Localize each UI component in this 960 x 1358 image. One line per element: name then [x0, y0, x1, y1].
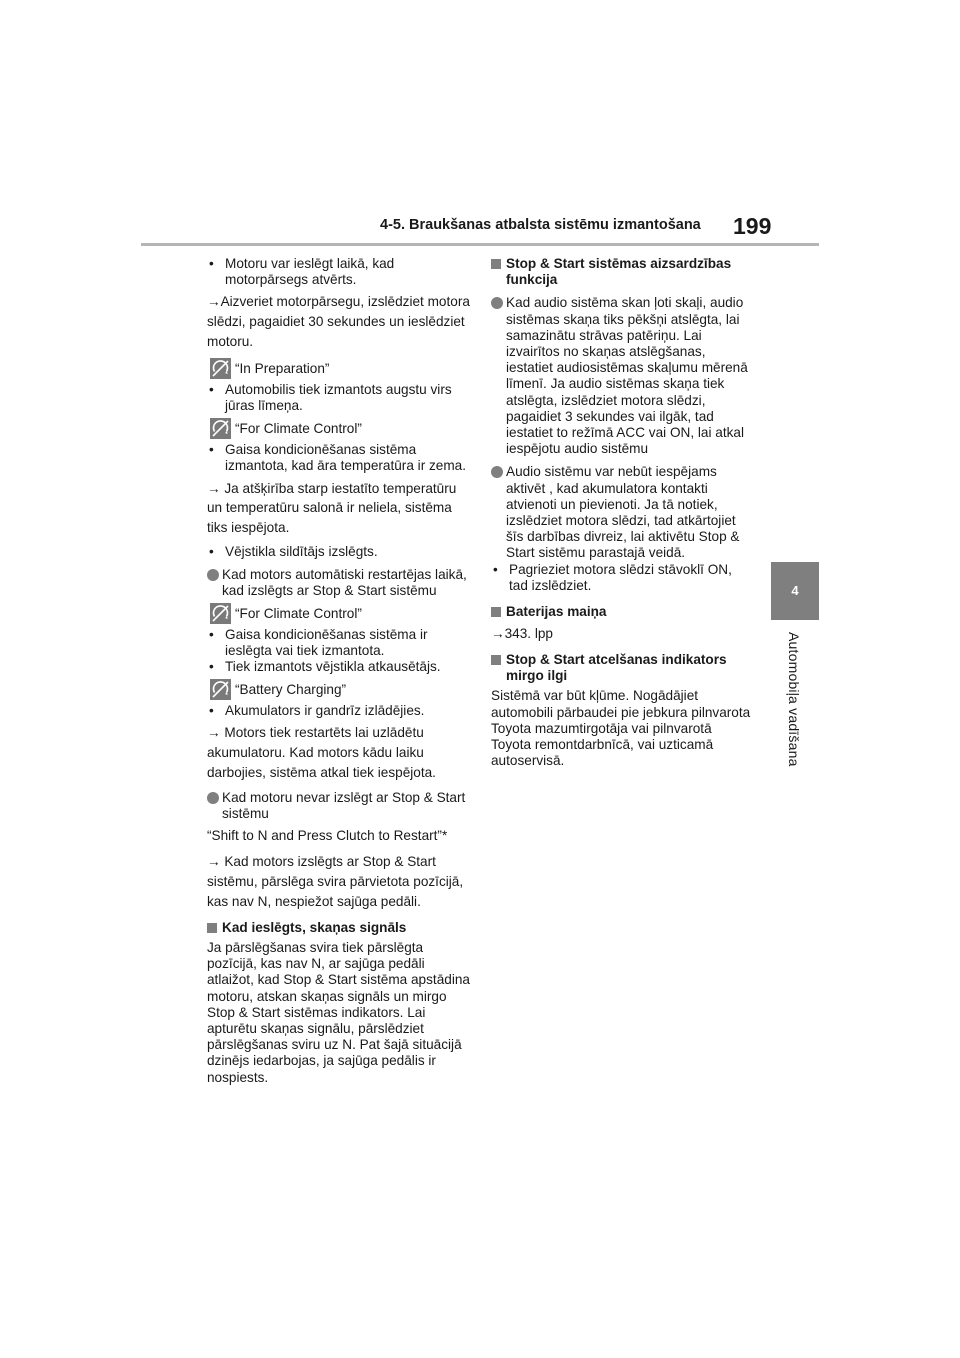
square-bullet-icon [491, 655, 501, 665]
instruction-text: → Ja atšķirība starp iestatīto temperatūru un temperatūru salonā ir neliela, sistēma tiks iespējota. [207, 480, 457, 536]
list-item: • Motoru var ieslēgt laikā, kad motorpārsegs atvērts. [209, 256, 395, 288]
circle-bullet-icon [491, 466, 503, 478]
circle-heading: Kad audio sistēma skan ļoti skaļi, audio sistēmas skaņa tiks pēkšņi atslēgta, lai samazinātu strāvas patēriņu. Lai izvairītos no skaņas atslēgšanas, iestatiet audiosistēmas skaļumu mērenā līmenī. Ja audio sistēmas skaņa tiek atslēgta, izslēdziet motora slēdzi, pagaidiet 3 sekundes vai ilgāk, tad iestatiet to režīmā ACC vai ON, lai atkal iespējotu audio sistēmu [491, 295, 753, 457]
list-item: • Tiek izmantots vējstikla atkausētājs. [209, 659, 441, 675]
indicator-row [207, 358, 471, 380]
stop-start-cancel-indicator-icon [210, 603, 231, 624]
square-bullet-icon [491, 607, 501, 617]
circle-heading: Audio sistēmu var nebūt iespējams aktivēt , kad akumulatora kontakti atvienoti un pievienoti. Ja tā notiek, izslēdziet motora slēdzi, tad atkārtojiet šīs darbības divreiz, lai aktivētu Stop & Start sistēmu parastajā veidā. [491, 464, 753, 561]
section-heading: Kad ieslēgts, skaņas signāls [207, 920, 471, 936]
header-divider [141, 243, 819, 246]
right-column [491, 256, 753, 769]
indicator-label: “For Climate Control” [235, 605, 362, 621]
list-item: • Gaisa kondicionēšanas sistēma izmantota, kad āra temperatūra ir zema. [209, 442, 467, 474]
circle-bullet-icon [491, 297, 503, 309]
indicator-label: “For Climate Control” [235, 421, 362, 437]
circle-bullet-icon [207, 792, 219, 804]
circle-heading: Kad motors automātiski restartējas laikā, kad izslēgts ar Stop & Start sistēmu [207, 567, 471, 599]
paragraph: Sistēmā var būt kļūme. Nogādājiet automobili pārbaudei pie jebkura pilnvarota Toyota mazumtirgotāja vai pilnvarotā Toyota remontdarbnīcā, vai uzticamā autoservisā. [491, 688, 751, 769]
section-title: 4-5. Braukšanas atbalsta sistēmu izmantošana [380, 217, 701, 233]
square-bullet-icon [491, 259, 501, 269]
list-item: • Automobilis tiek izmantots augstu virs jūras līmeņa. [209, 381, 452, 413]
list-item: • Pagrieziet motora slēdzi stāvoklī ON, tad izslēdziet. [493, 561, 732, 593]
stop-start-cancel-indicator-icon [210, 679, 231, 700]
indicator-row [207, 418, 471, 440]
chapter-label: Automobiļa vadīšana [786, 632, 802, 767]
stop-start-cancel-indicator-icon [210, 418, 231, 439]
indicator-row [207, 603, 471, 625]
list-item: • Gaisa kondicionēšanas sistēma ir ieslēgta vai tiek izmantota. [209, 626, 428, 658]
section-heading: Baterijas maiņa [491, 604, 753, 620]
instruction-text: →Aizveriet motorpārsegu, izslēdziet motora slēdzi, pagaidiet 30 sekundes un ieslēdziet motoru. [207, 294, 470, 349]
page-reference: →343. lpp [491, 626, 553, 642]
list-item: • Akumulators ir gandrīz izlādējies. [209, 703, 425, 719]
instruction-text: → Kad motors izslēgts ar Stop & Start sistēmu, pārslēga svira pārvietota pozīcijā, kas nav N, nespiežot sajūga pedāli. [207, 854, 464, 910]
square-bullet-icon [207, 923, 217, 933]
message-text: “Shift to N and Press Clutch to Restart”* [207, 828, 448, 844]
circle-heading: Kad motoru nevar izslēgt ar Stop & Start sistēmu [207, 790, 471, 822]
indicator-label: “In Preparation” [235, 360, 330, 376]
indicator-label: “Battery Charging” [235, 682, 347, 698]
list-item: • Vējstikla sildītājs izslēgts. [209, 544, 378, 559]
chapter-tab: 4 [771, 562, 819, 620]
stop-start-cancel-indicator-icon [210, 358, 231, 379]
page-number: 199 [733, 213, 772, 239]
section-heading: Stop & Start atcelšanas indikators mirgo ilgi [491, 652, 753, 684]
indicator-row [207, 679, 471, 701]
section-heading: Stop & Start sistēmas aizsardzības funkcija [491, 256, 753, 288]
left-column [207, 256, 471, 1086]
circle-bullet-icon [207, 569, 219, 581]
paragraph: Ja pārslēgšanas svira tiek pārslēgta pozīcijā, kas nav N, ar sajūga pedāli atlaižot, kad Stop & Start sistēma apstādina motoru, atskan skaņas signāls un mirgo Stop & Start sistēmas indikators. Lai apturētu skaņas signālu, pārslēdziet pārslēgšanas sviru uz N. Pat šajā situācijā dzinējs iedarbojas, ja sajūga pedālis ir nospiests. [207, 940, 470, 1085]
instruction-text: → Motors tiek restartēts lai uzlādētu akumulatoru. Kad motors kādu laiku darbojies, sistēma atkal tiek iespējota. [207, 725, 436, 781]
